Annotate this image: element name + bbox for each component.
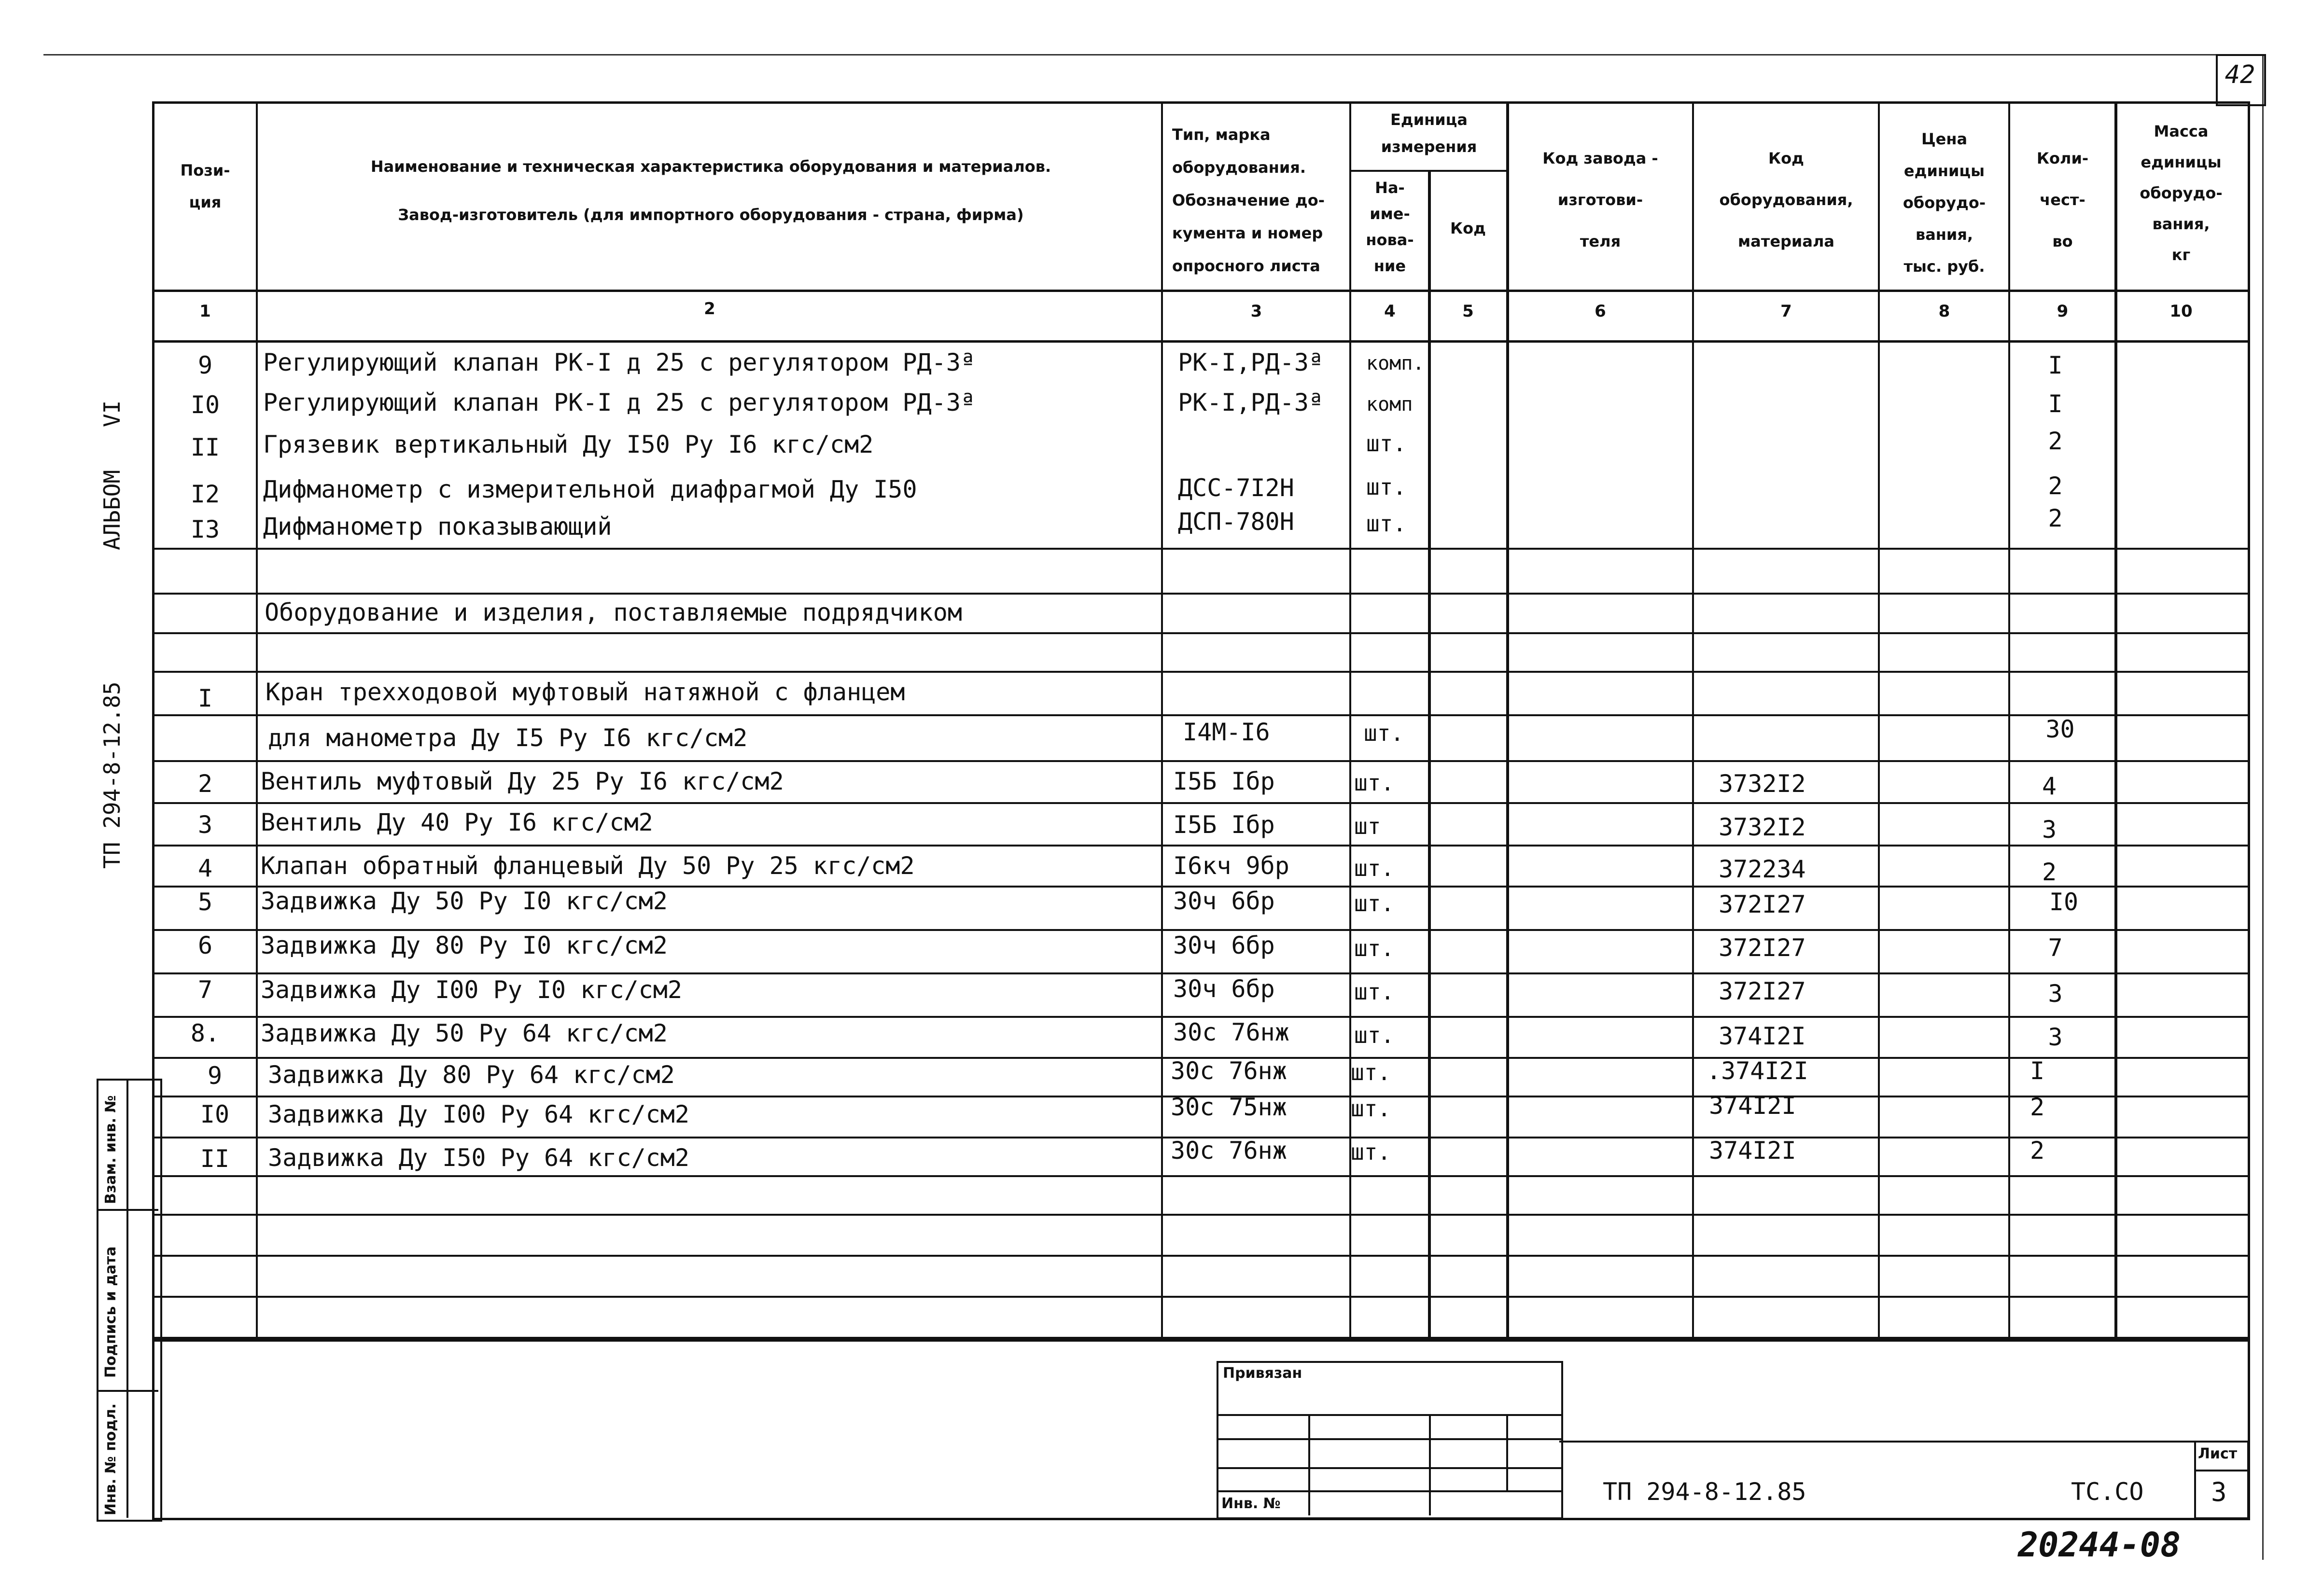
row-name: Клапан обратный фланцевый Ду 50 Ру 25 кгс/см2	[261, 852, 915, 880]
row-position: I0	[200, 1100, 230, 1128]
row-unit: шт.	[1366, 511, 1407, 537]
row-type: ДСС-7I2Н	[1178, 474, 1294, 502]
row-line	[152, 929, 2250, 931]
row-unit: комп.	[1366, 352, 1425, 375]
row-code: .374I2I	[1707, 1057, 1808, 1085]
row-unit: шт.	[1354, 1022, 1395, 1048]
row-unit: шт.	[1351, 1096, 1391, 1122]
row-type: I5Б Iбр	[1173, 767, 1275, 795]
row-quantity: 4	[2042, 772, 2057, 800]
row-name: Вентиль муфтовый Ду 25 Ру I6 кгс/см2	[261, 767, 784, 795]
row-line	[152, 802, 2250, 804]
colnum-8: 8	[1938, 302, 1950, 321]
row-line	[152, 671, 2250, 673]
row-position: II	[190, 433, 220, 461]
row-code: 372I27	[1719, 977, 1806, 1005]
colnum-1: 1	[199, 302, 211, 321]
col-line-2	[1161, 101, 1163, 1337]
row-position: 9	[207, 1062, 223, 1090]
row-type: РК-I,РД-3ª	[1178, 348, 1324, 376]
row-name: Задвижка Ду I50 Ру 64 кгс/см2	[268, 1144, 689, 1172]
row-quantity: I	[2048, 351, 2063, 379]
row-type: ДСП-780Н	[1178, 508, 1294, 536]
sheet-value: 3	[2211, 1477, 2227, 1507]
row-quantity: 2	[2048, 427, 2063, 455]
col-line-8	[2008, 101, 2010, 1337]
stamp-replace-inv: Взам. инв. №	[102, 1095, 119, 1204]
row-code: 372I27	[1719, 934, 1806, 962]
row-position: 8.	[190, 1019, 220, 1047]
row-position: 6	[197, 931, 213, 959]
row-name: для манометра Ду I5 Ру I6 кгс/см2	[268, 724, 748, 752]
row-unit: шт.	[1354, 855, 1395, 881]
stamp-signature-date: Подпись и дата	[102, 1246, 119, 1378]
bound-line-2	[1217, 1438, 1561, 1440]
row-name: Вентиль Ду 40 Ру I6 кгс/см2	[261, 808, 653, 836]
row-position: 7	[197, 976, 213, 1004]
row-position: 4	[197, 854, 213, 882]
row-type: 30с 76нж	[1171, 1057, 1287, 1085]
row-line	[152, 593, 2250, 595]
hdr-position: Пози- ция	[180, 161, 230, 211]
row-quantity: 3	[2048, 980, 2063, 1008]
hdr-unit-name: На- име- нова- ние	[1366, 179, 1414, 275]
border-top-line	[43, 54, 2264, 56]
row-quantity: 3	[2048, 1023, 2063, 1051]
row-unit: шт.	[1366, 430, 1407, 457]
bound-line-4	[1217, 1490, 1561, 1492]
document-type: ТС.СО	[2071, 1478, 2144, 1506]
row-name: Задвижка Ду I00 Ру I0 кгс/см2	[261, 976, 682, 1004]
row-name: Регулирующий клапан РК-I д 25 с регулятором РД-3ª	[263, 389, 976, 416]
colnum-7: 7	[1780, 302, 1792, 321]
side-project-code: ТП 294-8-12.85	[99, 681, 125, 869]
row-quantity: 2	[2029, 1137, 2045, 1165]
row-code: 372I27	[1719, 890, 1806, 918]
row-unit: комп	[1366, 393, 1413, 416]
row-type: I6кч 9бр	[1173, 852, 1289, 880]
row-position: I3	[190, 515, 220, 543]
row-unit: шт.	[1351, 1059, 1391, 1085]
row-name: Грязевик вертикальный Ду I50 Ру I6 кгс/см2	[263, 430, 874, 458]
corner-sheet-number: 42	[2225, 60, 2255, 89]
hdr-equipment-code: Код оборудования, материала	[1719, 149, 1853, 250]
row-position: I0	[190, 391, 220, 419]
col-line-5	[1506, 101, 1509, 1337]
bound-label: Привязан	[1223, 1365, 1302, 1382]
hdr-unit-group: Единица измерения	[1381, 111, 1477, 156]
row-type: I4М-I6	[1183, 718, 1270, 746]
row-position: 2	[197, 770, 213, 798]
row-type: РК-I,РД-3ª	[1178, 389, 1324, 416]
row-type: 30ч 6бр	[1173, 887, 1275, 915]
row-quantity: 2	[2048, 472, 2063, 500]
document-code: ТП 294-8-12.85	[1603, 1478, 1806, 1506]
row-quantity: 2	[2048, 504, 2063, 532]
header-bottom-line	[152, 290, 2250, 292]
side-album-label: АЛЬБОМ	[99, 470, 125, 550]
row-name: Дифманометр показывающий	[263, 513, 612, 541]
inventory-label: Инв. №	[1221, 1495, 1281, 1512]
bound-line-1	[1217, 1414, 1561, 1416]
row-type: 30ч 6бр	[1173, 931, 1275, 959]
row-line	[152, 972, 2250, 974]
row-line	[152, 845, 2250, 847]
col-line-4	[1428, 170, 1431, 1337]
row-name: Задвижка Ду I00 Ру 64 кгс/см2	[268, 1100, 689, 1128]
row-code: 372234	[1719, 855, 1806, 883]
colnum-5: 5	[1462, 302, 1474, 321]
stamp-split-2	[97, 1390, 158, 1392]
row-name: Кран трехходовой муфтовый натяжной с фланцем	[266, 678, 905, 706]
row-line	[152, 548, 2250, 550]
colnum-9: 9	[2057, 302, 2069, 321]
row-unit: шт.	[1364, 720, 1404, 746]
hdr-name: Наименование и техническая характеристика оборудования и материалов. Завод-изготовитель (для импортного оборудования - страна, фирма)	[370, 157, 1051, 224]
row-code: 3732I2	[1719, 813, 1806, 841]
row-quantity: 7	[2048, 934, 2063, 962]
row-type: 30с 76нж	[1173, 1018, 1289, 1046]
stamp-split-1	[97, 1209, 158, 1211]
colnum-10: 10	[2169, 302, 2193, 321]
hdr-quantity: Коли- чест- во	[2036, 149, 2089, 250]
hdr-factory-code: Код завода - изготови- теля	[1542, 149, 1658, 250]
row-position: 5	[197, 888, 213, 916]
col-line-7	[1878, 101, 1880, 1337]
bound-vline-2	[1429, 1414, 1431, 1515]
row-code: 3732I2	[1719, 770, 1806, 798]
row-type: 30ч 6бр	[1173, 975, 1275, 1003]
row-unit: шт.	[1351, 1139, 1391, 1165]
row-unit: шт.	[1366, 474, 1407, 500]
col-line-6	[1692, 101, 1694, 1337]
stamp-original-inv: Инв. № подл.	[102, 1403, 119, 1515]
row-line	[152, 760, 2250, 762]
row-code: 374I2I	[1709, 1137, 1796, 1165]
row-unit: шт.	[1354, 770, 1395, 796]
sheet-box-line	[2194, 1470, 2247, 1471]
row-name: Задвижка Ду 50 Ру 64 кгс/см2	[261, 1019, 668, 1047]
row-type: 30с 76нж	[1171, 1137, 1287, 1165]
row-unit: шт.	[1354, 979, 1395, 1005]
side-album-volume: VI	[99, 400, 125, 427]
hdr-type: Тип, марка оборудования. Обозначение до- кумента и номер опросного листа	[1172, 125, 1325, 275]
bottom-registration-number: 20244-08	[2018, 1525, 2181, 1565]
col-line-9	[2114, 101, 2117, 1337]
colnum-bottom-line	[152, 340, 2250, 343]
row-name: Задвижка Ду 80 Ру 64 кгс/см2	[268, 1061, 675, 1089]
hdr-unit-code: Код	[1450, 219, 1486, 237]
row-line	[152, 1255, 2250, 1257]
row-quantity: 2	[2029, 1093, 2045, 1121]
bound-vline-1	[1308, 1414, 1310, 1515]
row-line	[152, 1296, 2250, 1298]
colnum-3: 3	[1250, 302, 1262, 321]
border-right-line	[2262, 54, 2264, 1560]
hdr-price: Цена единицы оборудо- вания, тыс. руб.	[1903, 130, 1986, 276]
row-line	[152, 1214, 2250, 1216]
row-unit: шт.	[1354, 890, 1395, 916]
row-position: I2	[190, 480, 220, 508]
row-name: Задвижка Ду 50 Ру I0 кгс/см2	[261, 887, 668, 915]
bound-line-3	[1217, 1467, 1561, 1469]
hdr-mass: Масса единицы оборудо- вания, кг	[2140, 122, 2223, 264]
row-line	[152, 714, 2250, 716]
row-name: Задвижка Ду 80 Ру I0 кгс/см2	[261, 931, 668, 959]
row-quantity: 3	[2042, 816, 2057, 844]
row-unit: шт	[1354, 813, 1381, 839]
row-line	[152, 632, 2250, 634]
bottom-area-frame	[152, 1337, 2250, 1520]
sheet-label: Лист	[2198, 1445, 2238, 1462]
row-quantity: I0	[2049, 888, 2079, 916]
row-position: I	[197, 684, 213, 712]
row-type: 30с 75нж	[1171, 1093, 1287, 1121]
row-quantity: I	[2029, 1057, 2045, 1085]
row-name: Регулирующий клапан РК-I д 25 с регулятором РД-3ª	[263, 348, 976, 376]
bound-vline-3	[1506, 1414, 1508, 1490]
row-quantity: 2	[2042, 858, 2057, 886]
row-name: Дифманометр с измерительной диафрагмой Ду I50	[263, 475, 917, 503]
row-line	[152, 1175, 2250, 1177]
row-position: 3	[197, 811, 213, 839]
row-unit: шт.	[1354, 935, 1395, 961]
colnum-4: 4	[1384, 302, 1396, 321]
row-code: 374I2I	[1719, 1022, 1806, 1050]
row-section-title: Оборудование и изделия, поставляемые подрядчиком	[265, 598, 962, 626]
row-quantity: I	[2048, 390, 2063, 418]
row-line	[152, 1016, 2250, 1018]
row-position: 9	[197, 351, 213, 379]
row-type: I5Б Iбр	[1173, 811, 1275, 839]
colnum-2: 2	[704, 299, 715, 319]
colnum-6: 6	[1595, 302, 1606, 321]
stamp-divider	[126, 1079, 128, 1518]
row-position: II	[200, 1145, 230, 1173]
title-block-line	[1559, 1441, 2247, 1443]
row-code: 374I2I	[1709, 1092, 1796, 1120]
row-quantity: 30	[2045, 715, 2075, 743]
